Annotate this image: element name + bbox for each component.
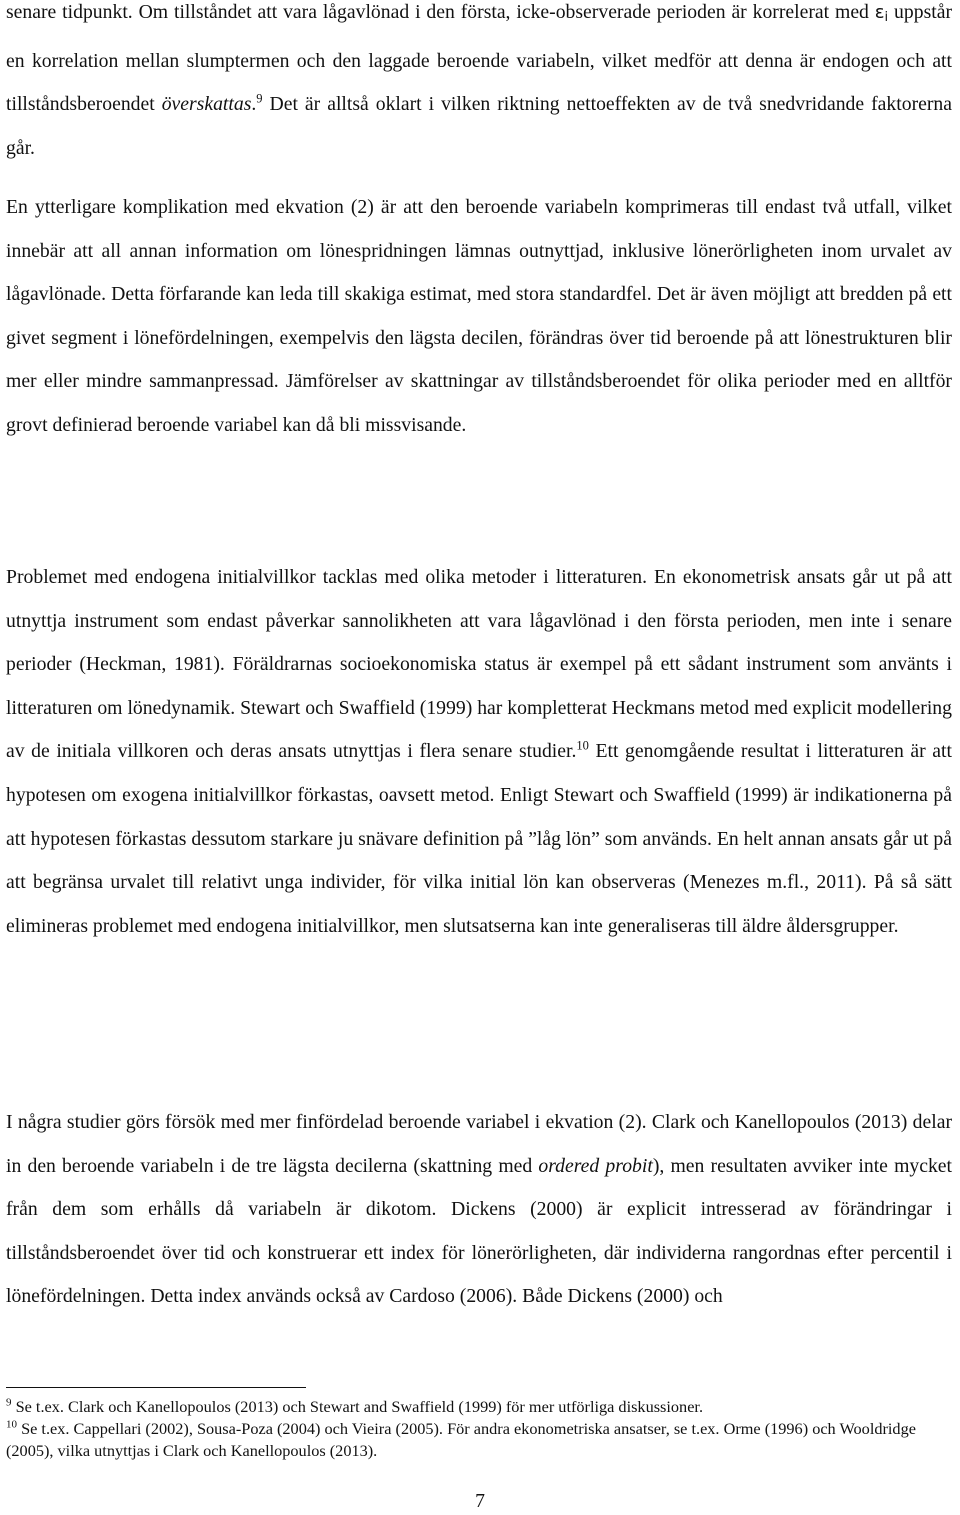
body-paragraph-4 [6,1101,952,1319]
footnote-9 [6,1396,952,1418]
paragraph-1-text-a: senare tidpunkt. Om tillståndet att vara lågavlönad i den första, icke-observerade perioden är korrelerat med [6,1,869,23]
paragraph-3-text-a: Problemet med endogena initialvillkor tacklas med olika metoder i litteraturen. En ekonometrisk ansats går ut på att utnyttja instrument som endast påverkar sannolikheten att vara lågavlönad i den första perioden, men inte i senare perioder (Heckman, 1981). Föräldrarnas socioekonomiska status är exempel på ett sådant instrument som använts i litteraturen om lönedynamik. Stewart och Swaffield (1999) har kompletterat Heckmans metod med explicit modellering av de initiala villkoren och deras ansats utnyttjas i flera senare studier. [6,566,952,763]
body-paragraph-1 [6,0,952,170]
epsilon-subscript: i [884,10,889,25]
paragraph-1-period: . [251,93,257,116]
emphasis-ordered-probit: ordered probit [538,1154,653,1177]
footnotes [6,1396,952,1462]
footnote-text: Se t.ex. Clark och Kanellopoulos (2013) och Stewart and Swaffield (1999) för mer utförliga diskussioner. [15,1397,704,1416]
footnote-10 [6,1418,952,1462]
body-paragraph-2: En ytterligare komplikation med ekvation (2) är att den beroende variabeln komprimeras till endast två utfall, vilket innebär att all annan information om lönespridningen lämnas outnyttjad, inklusive lönerörligheten inom urvalet av lågavlönade. Detta förfarande kan leda till skakiga estimat, med stora standardfel. Det är även möjligt att bredden på ett givet segment i lönefördelningen, exempelvis den lägsta decilen, förändras över tid beroende på att lönestrukturen blir mer eller mindre sammanpressad. Jämförelser av skattningar av tillståndsberoendet för olika perioder med en alltför grovt definierad beroende variabel kan då bli missvisande. [6,196,952,436]
footnote-separator [6,1387,306,1388]
page-number: 7 [475,1490,485,1512]
footnote-number: 9 [6,1396,12,1409]
paragraph-4-text-a: I några studier görs försök med mer finfördelad beroende variabel i ekvation (2). Clark och Kanellopoulos (2013) delar in den beroende variabeln i de tre lägsta decilerna (skattning med [6,1111,952,1177]
paragraph-4-text-b: ), men resultaten avviker inte mycket från dem som erhålls då variabeln är dikotom. Dickens (2000) är explicit intresserad av förändringar i tillståndsberoendet över tid och konstruerar ett index för lönerörligheten, där individerna rangordnas efter percentil i lönefördelningen. Detta index används också av Cardoso (2006). Både Dickens (2000) och [6,1154,953,1308]
epsilon-symbol: ε [874,2,885,23]
paragraph-3-text-b: Ett genomgående resultat i litteraturen är att hypotesen om exogena initialvillkor förkastas, oavsett metod. Enligt Stewart och Swaffield (1999) är indikationerna på att hypotesen förkastas dessutom starkare ju snävare definition på ”låg lön” som används. En helt annan ansats går ut på att begränsa urvalet till relativt unga individer, för vilka initial lön kan observeras (Menezes m.fl., 2011). På så sätt elimineras problemet med endogena initialvillkor, men slutsatserna kan inte generaliseras till äldre åldersgrupper. [6,740,952,937]
footnote-ref-10[interactable]: 10 [576,738,589,753]
footnote-number: 10 [6,1418,17,1431]
body-paragraph-3 [6,556,952,948]
footnote-text: Se t.ex. Cappellari (2002), Sousa-Poza (2004) och Vieira (2005). För andra ekonometriska ansatser, se t.ex. Orme (1996) och Wooldridge (2005), vilka utnyttjas i Clark och Kanellopoulos (2013). [6,1419,916,1460]
emphasis-overskattas: överskattas [161,93,252,116]
paragraph-1-text-b: uppstår en korrelation mellan slumptermen och den laggade beroende variabeln, vilket medför att denna är endogen och att tillståndsberoendet [6,1,953,116]
paragraph-1-text-c: Det är alltså oklart i vilken riktning nettoeffekten av de två snedvridande faktorerna går. [6,93,953,159]
footnote-ref-9[interactable]: 9 [256,91,263,106]
